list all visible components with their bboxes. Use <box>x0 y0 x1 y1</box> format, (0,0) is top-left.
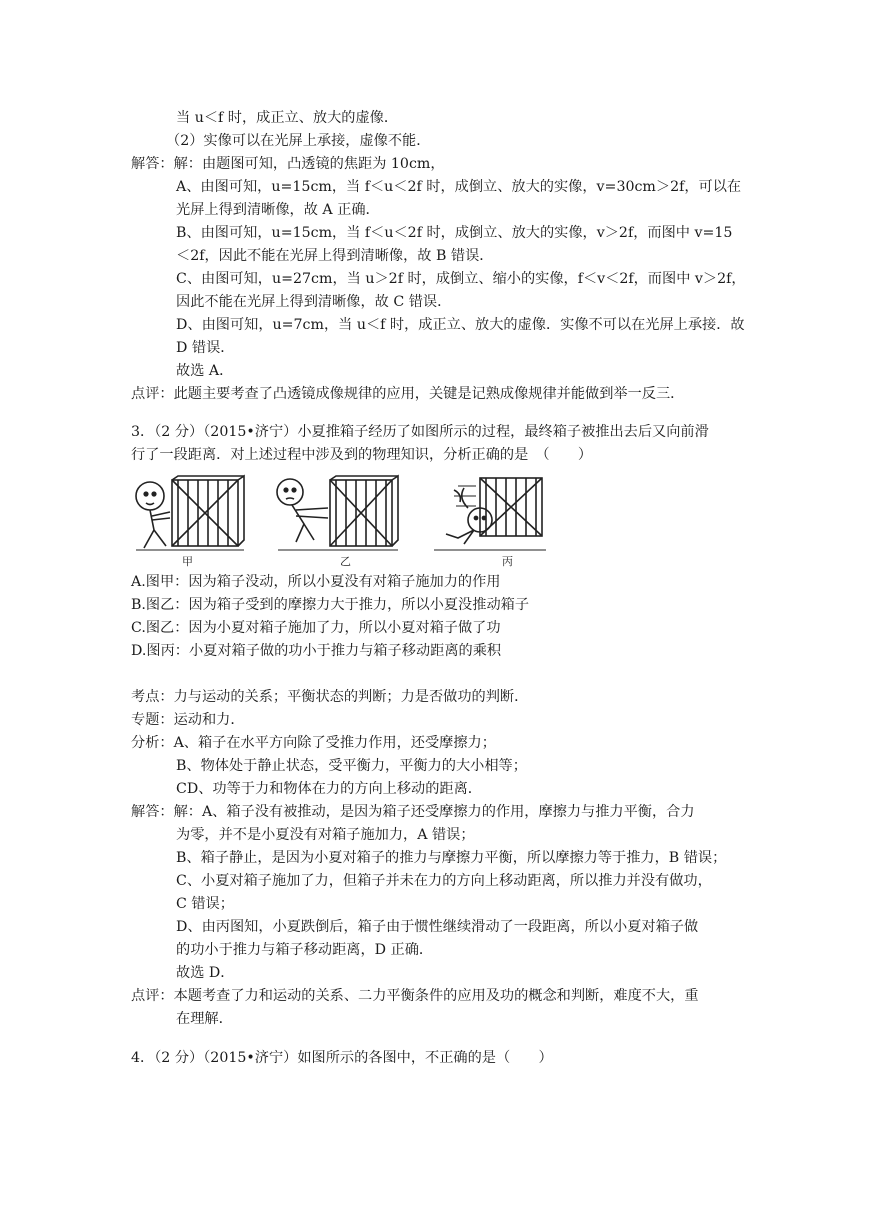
figure-label-yi: 乙 <box>340 555 351 568</box>
figure-label-jia: 甲 <box>182 555 193 568</box>
text-line: B、由图可知，u=15cm，当 f＜u＜2f 时，成倒立、放大的实像，v＞2f，而图中 v=15 <box>176 225 733 241</box>
text-line: 考点：力与运动的关系；平衡状态的判断；力是否做功的判断． <box>131 689 529 705</box>
text-line: B、物体处于静止状态，受平衡力，平衡力的大小相等； <box>176 758 527 774</box>
question-3-stem: 行了一段距离．对上述过程中涉及到的物理知识，分析正确的是 （ ） <box>131 447 593 463</box>
text-line: CD、功等于力和物体在力的方向上移动的距离． <box>176 781 482 797</box>
text-line: C、小夏对箱子施加了力，但箱子并未在力的方向上移动距离，所以推力并没有做功， <box>176 873 712 889</box>
text-line: 因此不能在光屏上得到清晰像，故 C 错误． <box>176 294 452 310</box>
text-line: ＜2f，因此不能在光屏上得到清晰像，故 B 错误． <box>176 248 494 264</box>
text-line: D、由图可知，u=7cm，当 u＜f 时，成正立、放大的虚像．实像不可以在光屏上承接．故 <box>176 317 745 333</box>
text-line: 的功小于推力与箱子移动距离，D 正确． <box>176 942 434 958</box>
text-line: 光屏上得到清晰像，故 A 正确． <box>176 202 380 218</box>
text-line: D 错误． <box>176 340 235 356</box>
option-a: A.图甲：因为箱子没动，所以小夏没有对箱子施加力的作用 <box>131 574 501 590</box>
text-line: 为零，并不是小夏没有对箱子施加力，A 错误； <box>176 827 475 843</box>
boy-head-icon <box>136 482 164 510</box>
text-line: 故选 D． <box>176 965 235 981</box>
option-b: B.图乙：因为箱子受到的摩擦力大于推力，所以小夏没推动箱子 <box>131 597 530 613</box>
text-line: 在理解． <box>176 1011 233 1027</box>
text-line: （2）实像可以在光屏上承接，虚像不能． <box>166 133 431 149</box>
text-line: 点评：本题考查了力和运动的关系、二力平衡条件的应用及功的概念和判断，难度不大，重 <box>131 988 699 1004</box>
text-line: 解答：解：由题图可知，凸透镜的焦距为 10cm， <box>131 156 445 172</box>
push-box-figure <box>128 468 548 568</box>
text-line: C、由图可知，u=27cm，当 u＞2f 时，成倒立、缩小的实像，f＜v＜2f，而图中 v＞2f， <box>176 271 746 287</box>
text-line: C 错误； <box>176 896 234 912</box>
text-line: 解答：解：A、箱子没有被推动，是因为箱子还受摩擦力的作用，摩擦力与推力平衡，合力 <box>131 804 695 820</box>
question-4-stem: 4．（2 分）（2015•济宁）如图所示的各图中，不正确的是（ ） <box>131 1050 553 1066</box>
text-line: 故选 A． <box>176 363 234 379</box>
boy-head-icon <box>277 479 303 505</box>
text-line: A、由图可知，u=15cm，当 f＜u＜2f 时，成倒立、放大的实像，v=30cm＞2f，可以在 <box>176 179 742 195</box>
text-line: 点评：此题主要考查了凸透镜成像规律的应用，关键是记熟成像规律并能做到举一反三． <box>131 386 685 402</box>
text-line: 专题：运动和力． <box>131 712 245 728</box>
figure-label-bing: 丙 <box>502 555 513 568</box>
text-line: D、由丙图知，小夏跌倒后，箱子由于惯性继续滑动了一段距离，所以小夏对箱子做 <box>176 919 699 935</box>
text-line: 分析：A、箱子在水平方向除了受推力作用，还受摩擦力； <box>131 735 496 751</box>
text-line: 当 u＜f 时，成正立、放大的虚像． <box>176 110 399 126</box>
question-3-stem: 3．（2 分）（2015•济宁）小夏推箱子经历了如图所示的过程，最终箱子被推出去后又向前滑 <box>131 424 709 440</box>
option-d: D.图丙：小夏对箱子做的功小于推力与箱子移动距离的乘积 <box>131 643 502 659</box>
text-line: B、箱子静止，是因为小夏对箱子的推力与摩擦力平衡，所以摩擦力等于推力，B 错误； <box>176 850 727 866</box>
option-c: C.图乙：因为小夏对箱子施加了力，所以小夏对箱子做了功 <box>131 620 501 636</box>
push-box-illustration <box>128 468 548 568</box>
